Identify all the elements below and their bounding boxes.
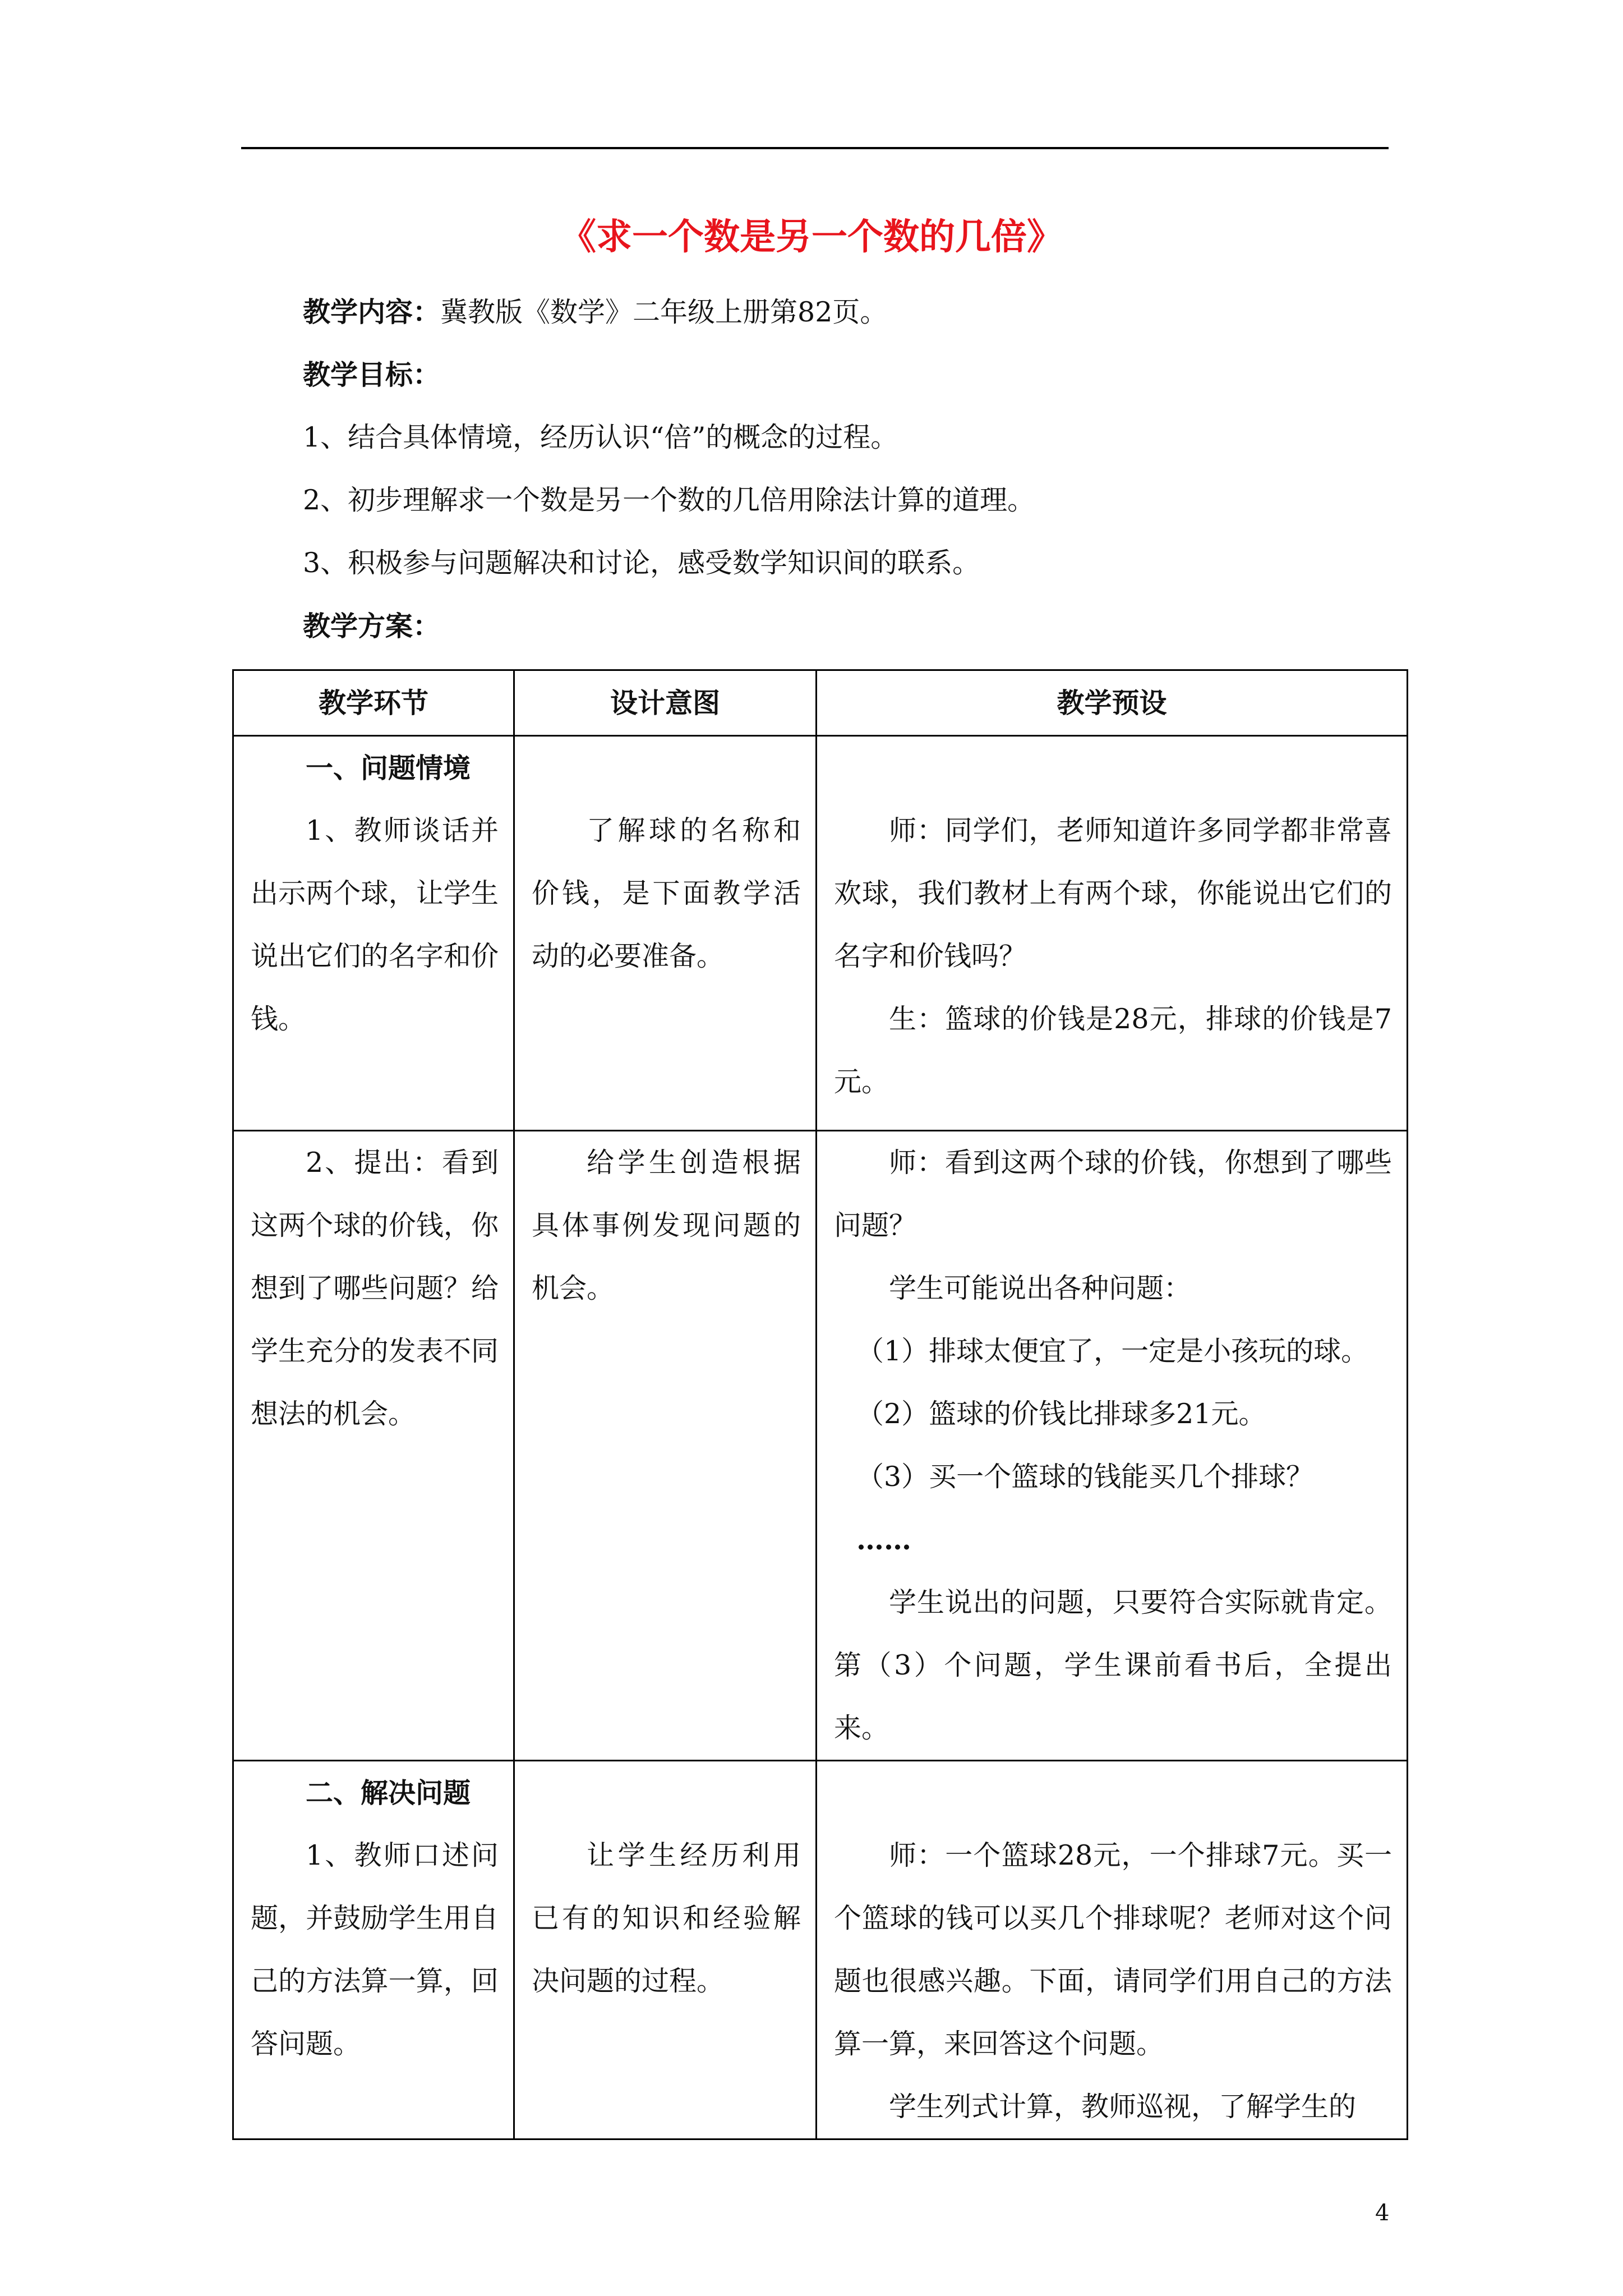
intent-text: 让学生经历利用已有的知识和经验解决问题的过程。	[532, 1839, 801, 1997]
preset-cell	[817, 1761, 1408, 2139]
stage-cell	[233, 1131, 514, 1761]
stage-text: 1、教师口述问题，并鼓励学生用自己的方法算一算，回答问题。	[251, 1839, 499, 2060]
table-row	[233, 736, 1408, 1131]
preset-paragraph: （1）排球太便宜了，一定是小孩玩的球。	[856, 1335, 1369, 1367]
page-number: 4	[1375, 2200, 1390, 2226]
teaching-content-line	[303, 292, 887, 333]
teaching-plan-label: 教学方案：	[303, 610, 441, 642]
preset-paragraph: 生：篮球的价钱是28元，排球的价钱是7元。	[834, 1003, 1392, 1098]
stage-text: 2、提出：看到这两个球的价钱，你想到了哪些问题？给学生充分的发表不同想法的机会。	[251, 1147, 499, 1430]
section-heading: 一、问题情境	[306, 752, 471, 784]
preset-paragraph: 学生说出的问题，只要符合实际就肯定。第（3）个问题，学生课前看书后，全提出来。	[834, 1586, 1392, 1744]
column-header-intent: 设计意图	[514, 670, 817, 736]
preset-paragraph: （2）篮球的价钱比排球多21元。	[856, 1398, 1266, 1430]
column-header-stage: 教学环节	[233, 670, 514, 736]
stage-text: 1、教师谈话并出示两个球，让学生说出它们的名字和价钱。	[251, 815, 499, 1035]
preset-ellipsis: ……	[856, 1524, 911, 1556]
preset-paragraph: 学生列式计算，教师巡视，了解学生的	[889, 2091, 1357, 2123]
intent-text: 给学生创造根据具体事例发现问题的机会。	[532, 1147, 801, 1304]
stage-cell	[233, 1761, 514, 2139]
preset-cell	[817, 1131, 1408, 1761]
teaching-content-label: 教学内容：	[303, 296, 441, 328]
preset-paragraph: （3）买一个篮球的钱能买几个排球？	[856, 1461, 1314, 1493]
teaching-goal-item: 2、初步理解求一个数是另一个数的几倍用除法计算的道理。	[303, 484, 1035, 516]
preset-paragraph: 学生可能说出各种问题：	[889, 1272, 1192, 1304]
stage-cell	[233, 736, 514, 1131]
teaching-content-text: 冀教版《数学》二年级上册第82页。	[440, 296, 888, 328]
preset-cell	[817, 736, 1408, 1131]
preset-paragraph: 师：一个篮球28元，一个排球7元。买一个篮球的钱可以买几个排球呢？老师对这个问题也很感兴趣。下面，请同学们用自己的方法算一算，来回答这个问题。	[834, 1839, 1392, 2060]
teaching-goals-label: 教学目标：	[303, 358, 441, 391]
teaching-goal-item: 3、积极参与问题解决和讨论，感受数学知识间的联系。	[303, 547, 980, 579]
table-row	[233, 1761, 1408, 2139]
column-header-preset: 教学预设	[817, 670, 1408, 736]
preset-paragraph: 师：看到这两个球的价钱，你想到了哪些问题？	[834, 1147, 1392, 1241]
preset-paragraph: 师：同学们，老师知道许多同学都非常喜欢球，我们教材上有两个球，你能说出它们的名字和价钱吗？	[834, 815, 1392, 972]
intent-cell	[514, 1761, 817, 2139]
intent-text: 了解球的名称和价钱，是下面教学活动的必要准备。	[532, 815, 801, 972]
table-row	[233, 1131, 1408, 1761]
page-title: 《求一个数是另一个数的几倍》	[560, 216, 1063, 258]
table-header-row	[233, 670, 1408, 736]
intent-cell	[514, 736, 817, 1131]
header-rule	[241, 147, 1389, 149]
teaching-plan-table	[232, 669, 1408, 2140]
section-heading: 二、解决问题	[306, 1777, 471, 1809]
teaching-goal-item: 1、结合具体情境，经历认识“倍”的概念的过程。	[303, 421, 898, 453]
intent-cell	[514, 1131, 817, 1761]
